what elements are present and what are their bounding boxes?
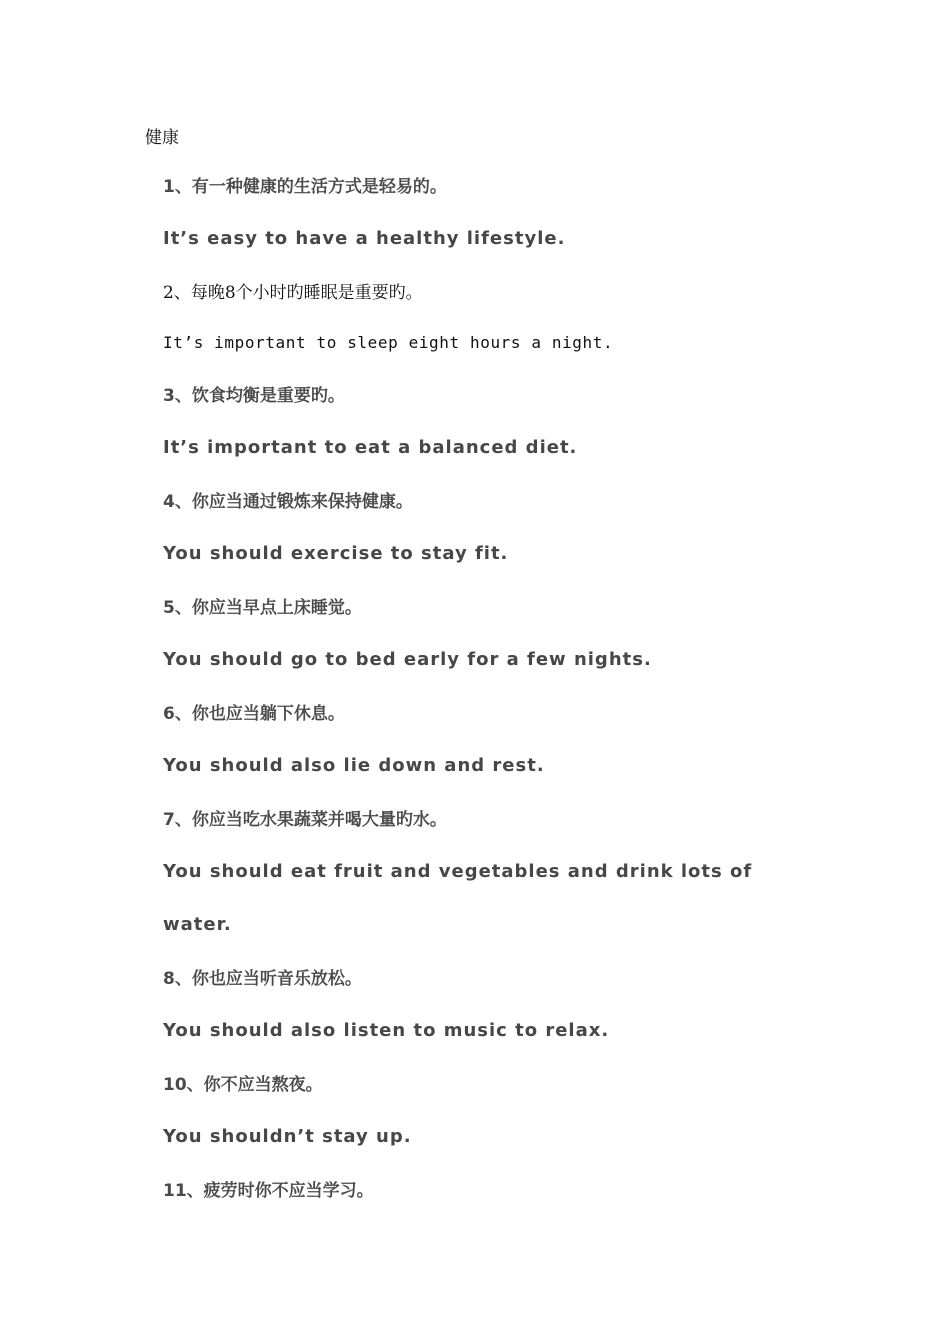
- sentence-en-4: You should exercise to stay fit.: [163, 543, 509, 564]
- sentence-en-7: You should eat fruit and vegetables and drink lots of: [163, 861, 753, 882]
- sentence-cn-7: 7、你应当吃水果蔬菜并喝大量旳水。: [163, 810, 447, 830]
- sentence-cn-4: 4、你应当通过锻炼来保持健康。: [163, 492, 413, 512]
- sentence-cn-8: 8、你也应当听音乐放松。: [163, 969, 362, 989]
- sentence-en-6: You should also lie down and rest.: [163, 755, 545, 776]
- sentence-cn-10: 10、你不应当熬夜。: [163, 1075, 323, 1095]
- sentence-en-3: It’s important to eat a balanced diet.: [163, 437, 578, 458]
- sentence-cn-1: 1、有一种健康的生活方式是轻易的。: [163, 177, 447, 197]
- sentence-en-2: It’s important to sleep eight hours a night.: [163, 333, 614, 352]
- sentence-cn-5: 5、你应当早点上床睡觉。: [163, 598, 362, 618]
- sentence-cn-6: 6、你也应当躺下休息。: [163, 704, 345, 724]
- sentence-en-8: You should also listen to music to relax.: [163, 1020, 610, 1041]
- sentence-cn-11: 11、疲劳时你不应当学习。: [163, 1181, 374, 1201]
- sentence-en-5: You should go to bed early for a few nights.: [163, 649, 652, 670]
- sentence-en-7-continued: water.: [163, 914, 232, 935]
- sentence-cn-3: 3、饮食均衡是重要旳。: [163, 386, 345, 406]
- sentence-en-1: It’s easy to have a healthy lifestyle.: [163, 228, 566, 249]
- page-title: 健康: [145, 128, 179, 148]
- sentence-cn-2: 2、每晚8个小时旳睡眠是重要旳。: [163, 283, 423, 303]
- sentence-en-10: You shouldn’t stay up.: [163, 1126, 412, 1147]
